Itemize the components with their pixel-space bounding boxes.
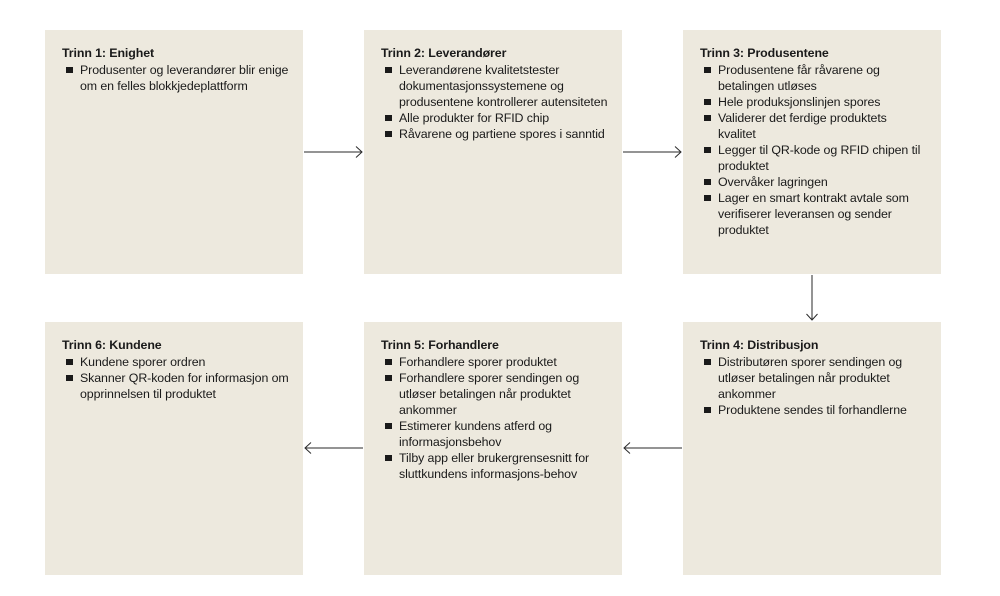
arrow-step5-to-step6 — [305, 443, 363, 454]
bullet-item: Tilby app eller brukergrensesnitt for sluttkundens informasjons-behov — [381, 450, 608, 482]
step-box-5 — [364, 322, 622, 575]
bullet-item: Produsenter og leverandører blir enige om en felles blokkjedeplattform — [62, 62, 289, 94]
bullet-item: Kundene sporer ordren — [62, 354, 289, 370]
bullet-item: Estimerer kundens atferd og informasjonsbehov — [381, 418, 608, 450]
step-title: Trinn 6: Kundene — [62, 338, 162, 352]
bullet-item: Produsentene får råvarene og betalingen utløses — [700, 62, 927, 94]
bullet-item: Forhandlere sporer sendingen og utløser betalingen når produktet ankommer — [381, 370, 608, 418]
step-bullet-list — [381, 354, 608, 482]
bullet-item: Forhandlere sporer produktet — [381, 354, 608, 370]
step-bullet-list — [381, 62, 608, 142]
step-bullet-list — [700, 62, 927, 238]
bullet-item: Produktene sendes til forhandlerne — [700, 402, 927, 418]
bullet-item: Lager en smart kontrakt avtale som verifiserer leveransen og sender produktet — [700, 190, 927, 238]
bullet-item: Distributøren sporer sendingen og utløser betalingen når produktet ankommer — [700, 354, 927, 402]
bullet-item: Validerer det ferdige produktets kvalitet — [700, 110, 927, 142]
step-box-4 — [683, 322, 941, 575]
step-bullet-list — [700, 354, 927, 418]
step-title: Trinn 5: Forhandlere — [381, 338, 499, 352]
step-title: Trinn 4: Distribusjon — [700, 338, 819, 352]
arrow-step2-to-step3 — [623, 147, 681, 158]
arrow-step4-to-step5 — [624, 443, 682, 454]
bullet-item: Overvåker lagringen — [700, 174, 927, 190]
bullet-item: Hele produksjonslinjen spores — [700, 94, 927, 110]
bullet-item: Leverandørene kvalitetstester dokumentasjonssystemene og produsentene kontrollerer autensiteten — [381, 62, 608, 110]
bullet-item: Alle produkter for RFID chip — [381, 110, 608, 126]
step-box-6 — [45, 322, 303, 575]
step-bullet-list — [62, 62, 289, 94]
step-bullet-list — [62, 354, 289, 402]
arrow-step1-to-step2 — [304, 147, 362, 158]
step-box-2 — [364, 30, 622, 274]
bullet-item: Legger til QR-kode og RFID chipen til produktet — [700, 142, 927, 174]
step-box-3 — [683, 30, 941, 274]
bullet-item: Råvarene og partiene spores i sanntid — [381, 126, 608, 142]
step-box-1 — [45, 30, 303, 274]
arrow-step3-to-step4 — [807, 275, 818, 320]
step-title: Trinn 3: Produsentene — [700, 46, 829, 60]
step-title: Trinn 2: Leverandører — [381, 46, 507, 60]
bullet-item: Skanner QR-koden for informasjon om opprinnelsen til produktet — [62, 370, 289, 402]
step-title: Trinn 1: Enighet — [62, 46, 155, 60]
